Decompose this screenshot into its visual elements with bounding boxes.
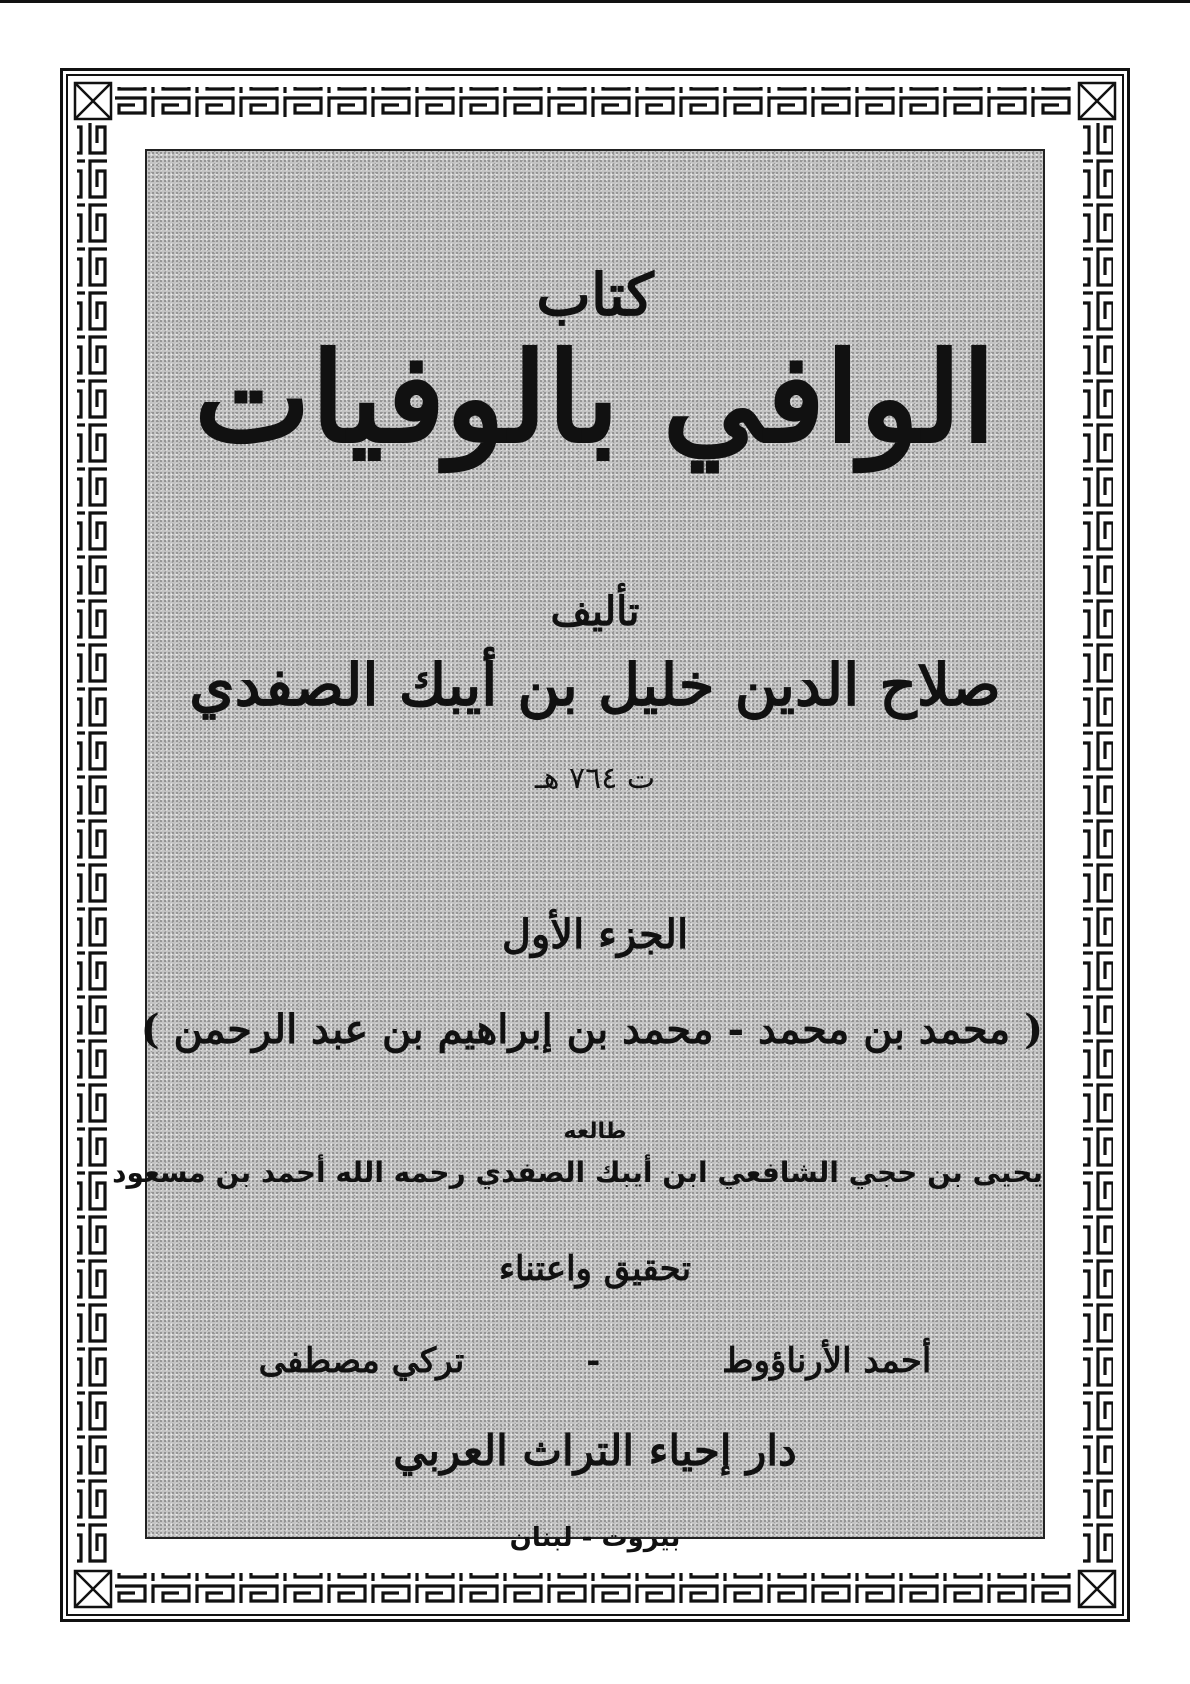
death-year: ت ٧٦٤ هـ: [534, 761, 656, 796]
publisher-name: دار إحياء التراث العربي: [393, 1426, 797, 1475]
authorship-label: تأليف: [550, 588, 640, 635]
volume-label: الجزء الأول: [501, 911, 689, 958]
author-name: صلاح الدين خليل بن أيبك الصفدي: [189, 651, 1001, 719]
editor-right: أحمد الأرناؤوط: [722, 1341, 932, 1381]
volume-range: ( محمد بن محمد - محمد بن إبراهيم بن عبد الرحمن ): [140, 1006, 1043, 1053]
title-panel: [112, 151, 1043, 1553]
editor-left: تركي مصطفى: [258, 1341, 465, 1381]
editors-line: [147, 1341, 1043, 1381]
greek-key-frame: [60, 68, 1130, 1622]
book-word: كتاب: [536, 261, 654, 329]
reviewed-label: طالعه: [563, 1119, 627, 1144]
book-title: الوافي بالوفيات: [194, 326, 996, 471]
reviewers-line: يحيى بن حجي الشافعي ابن أيبك الصفدي رحمه الله أحمد بن مسعود: [112, 1156, 1043, 1189]
top-edge-rule: [0, 0, 1190, 3]
editor-separator: -: [586, 1341, 601, 1381]
editing-label: تحقيق واعتناء: [498, 1249, 692, 1289]
publisher-place: بيروت - لبنان: [509, 1523, 681, 1553]
